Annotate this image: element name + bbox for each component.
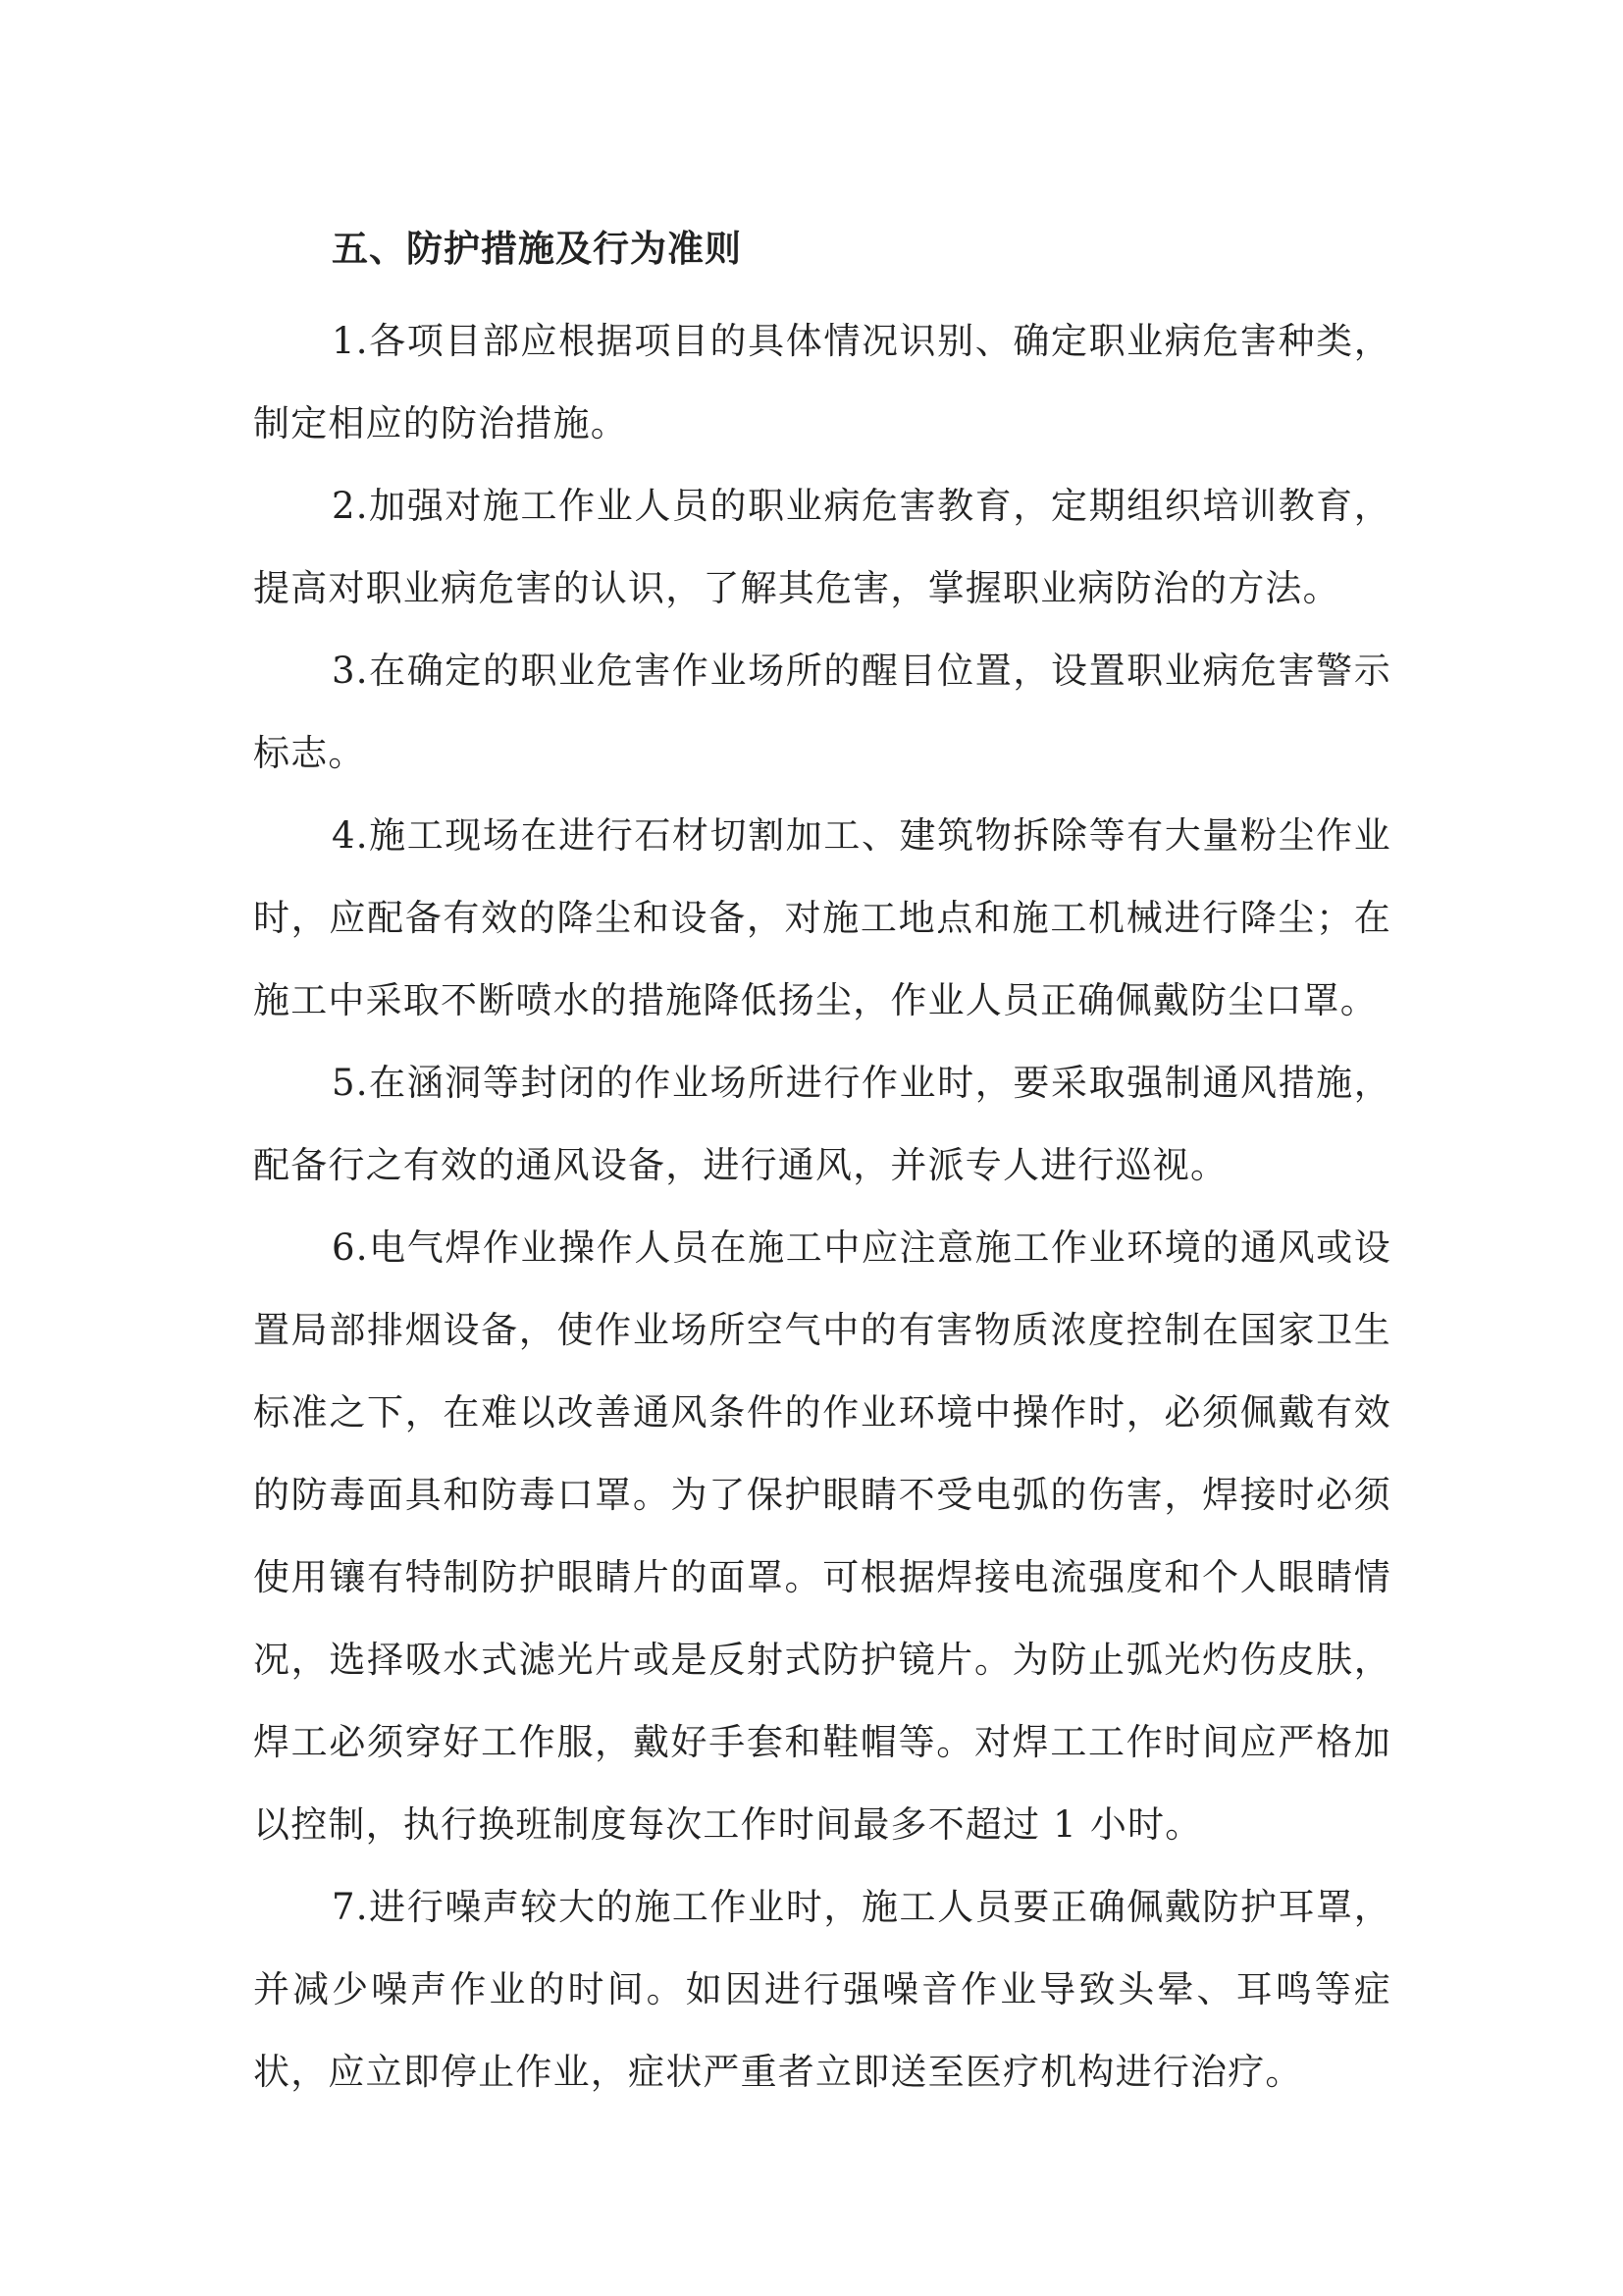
paragraph-4: 4.施工现场在进行石材切割加工、建筑物拆除等有大量粉尘作业时，应配备有效的降尘和设备，对施工地点和施工机械进行降尘；在施工中采取不断喷水的措施降低扬尘，作业人员正确佩戴防尘口罩。 (253, 814, 1391, 1021)
paragraph-3: 3.在确定的职业危害作业场所的醒目位置，设置职业病危害警示标志。 (253, 650, 1391, 774)
paragraph-6: 6.电气焊作业操作人员在施工中应注意施工作业环境的通风或设置局部排烟设备，使作业场所空气中的有害物质浓度控制在国家卫生标准之下，在难以改善通风条件的作业环境中操作时，必须佩戴有效的防毒面具和防毒口罩。为了保护眼睛不受电弧的伤害，焊接时必须使用镶有特制防护眼睛片的面罩。可根据焊接电流强度和个人眼睛情况，选择吸水式滤光片或是反射式防护镜片。为防止弧光灼伤皮肤，焊工必须穿好工作服，戴好手套和鞋帽等。对焊工工作时间应严格加以控制，执行换班制度每次工作时间最多不超过 1 小时。 (253, 1226, 1391, 1846)
section-title: 五、防护措施及行为准则 (332, 228, 742, 270)
paragraph-7: 7.进行噪声较大的施工作业时，施工人员要正确佩戴防护耳罩，并减少噪声作业的时间。如因进行强噪音作业导致头晕、耳鸣等症状，应立即停止作业，症状严重者立即送至医疗机构进行治疗。 (253, 1886, 1391, 2093)
paragraph-5: 5.在涵洞等封闭的作业场所进行作业时，要采取强制通风措施，配备行之有效的通风设备，进行通风，并派专人进行巡视。 (253, 1062, 1391, 1186)
paragraph-1: 1.各项目部应根据项目的具体情况识别、确定职业病危害种类，制定相应的防治措施。 (253, 320, 1391, 444)
paragraph-2: 2.加强对施工作业人员的职业病危害教育，定期组织培训教育，提高对职业病危害的认识，了解其危害，掌握职业病防治的方法。 (253, 485, 1391, 609)
